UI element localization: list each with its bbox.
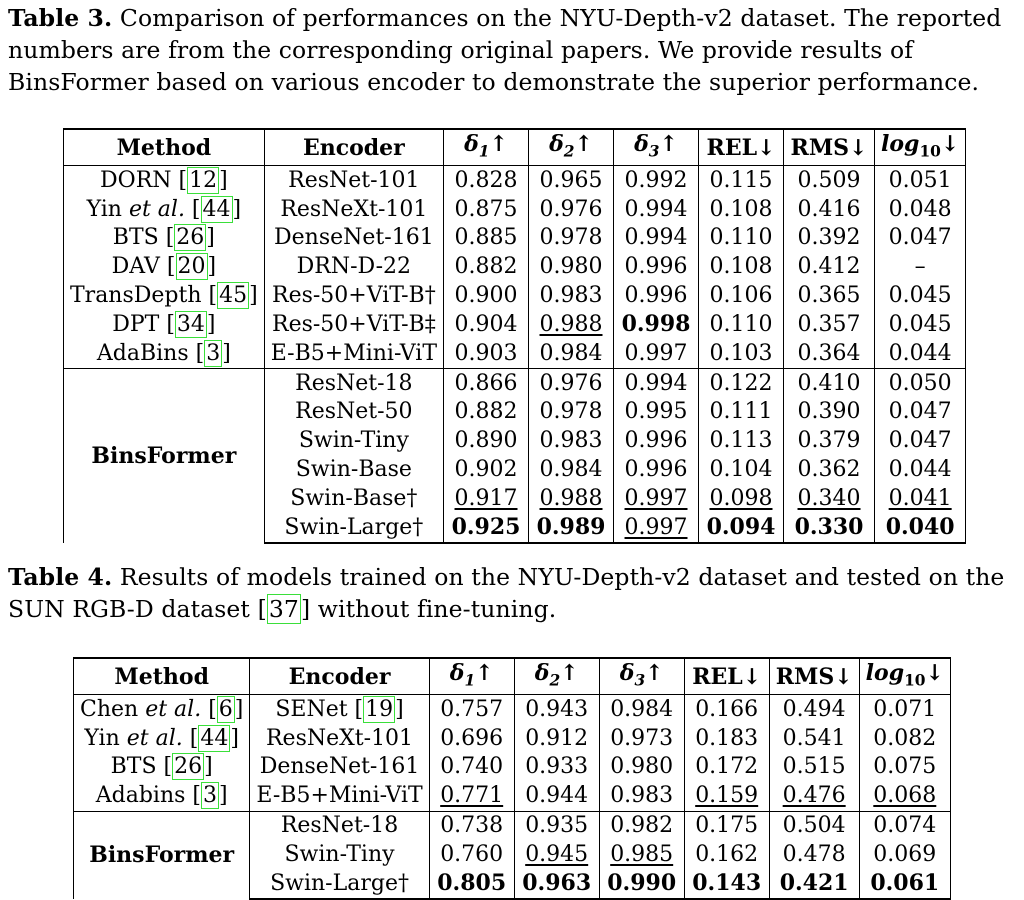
t4-value-b0-3 <box>684 811 769 840</box>
metric-value: 0.048 <box>888 196 952 222</box>
t4-value-0-3 <box>684 695 769 724</box>
encoder-name: SENet <box>275 696 348 722</box>
t4-value-2-1 <box>514 753 599 782</box>
t4-value-3-2 <box>599 782 684 811</box>
metric-value: 0.104 <box>709 456 773 482</box>
t4-bins-row <box>74 811 951 840</box>
encoder-name: DenseNet-161 <box>259 754 420 780</box>
metric-value: 0.045 <box>888 282 952 308</box>
metric-value: 0.041 <box>888 485 952 511</box>
method-et-al: et al. <box>126 725 183 751</box>
encoder-name: Swin-Tiny <box>298 428 409 454</box>
t3-header-log10: $\log_{10}↓$ <box>881 131 960 161</box>
table4-caption-label: Table 4. <box>8 563 113 591</box>
metric-value: 0.541 <box>782 725 846 751</box>
t4-header-4 <box>599 658 684 695</box>
metric-value: 0.990 <box>607 870 677 897</box>
t4-value-2-5 <box>859 753 950 782</box>
citation-link[interactable]: 44 <box>202 196 231 222</box>
t4-header-delta-3: $\delta_3↑$ <box>619 660 664 690</box>
metric-value: 0.978 <box>539 399 603 425</box>
metric-value: 0.904 <box>454 311 518 337</box>
method-name: DPT <box>112 311 160 337</box>
t4-value-b1-3 <box>684 840 769 869</box>
metric-value: 0.476 <box>782 783 846 809</box>
metric-value: 0.068 <box>873 783 937 809</box>
encoder-name: Res-50+ViT-B‡ <box>272 311 436 337</box>
metric-value: 0.069 <box>873 841 937 867</box>
metric-value: 0.963 <box>522 870 592 897</box>
metric-value: 0.365 <box>797 282 861 308</box>
encoder-name: E-B5+Mini-ViT <box>270 340 438 366</box>
metric-value: 0.082 <box>873 725 937 751</box>
citation-link[interactable]: 3 <box>203 783 218 809</box>
t4-value-b0-2 <box>599 811 684 840</box>
metric-value: 0.882 <box>454 254 518 280</box>
metric-value: 0.885 <box>454 225 518 251</box>
metric-value: 0.994 <box>624 196 688 222</box>
t4-value-b0-5 <box>859 811 950 840</box>
t4-encoder-b2 <box>250 869 429 899</box>
metric-value: 0.997 <box>624 514 688 540</box>
t4-encoder-1 <box>250 724 429 753</box>
t4-binsformer-label: BinsFormer <box>74 811 250 899</box>
metric-value: 0.478 <box>782 841 846 867</box>
t3-method-0: DORN [12] <box>64 166 265 195</box>
metric-value: 0.071 <box>873 696 937 722</box>
metric-value: 0.980 <box>610 754 674 780</box>
metric-value: 0.044 <box>888 340 952 366</box>
t4-header-7 <box>859 658 950 695</box>
metric-value: 0.925 <box>451 514 521 541</box>
metric-value: 0.051 <box>888 167 952 193</box>
t4-value-2-4 <box>769 753 859 782</box>
metric-value: 0.983 <box>539 282 603 308</box>
t4-header-3 <box>514 658 599 695</box>
metric-value: 0.364 <box>797 340 861 366</box>
method-name: BTS <box>110 754 157 780</box>
citation-link[interactable]: 12 <box>189 167 218 193</box>
t4-method-0: Chen et al. [6] <box>74 695 250 724</box>
metric-value: 0.988 <box>539 485 603 511</box>
citation-link[interactable]: 34 <box>176 311 205 337</box>
metric-value: 0.984 <box>539 456 603 482</box>
metric-value: 0.412 <box>797 254 861 280</box>
metric-value: 0.509 <box>797 167 861 193</box>
t4-value-0-2 <box>599 695 684 724</box>
t4-value-b2-4 <box>769 869 859 899</box>
metric-value: 0.047 <box>888 428 952 454</box>
metric-value: 0.075 <box>873 754 937 780</box>
metric-value: 0.045 <box>888 311 952 337</box>
metric-value: 0.122 <box>709 370 773 396</box>
metric-value: 0.976 <box>539 196 603 222</box>
metric-value: 0.357 <box>797 311 861 337</box>
metric-value: 0.976 <box>539 370 603 396</box>
t4-value-3-1 <box>514 782 599 811</box>
t4-header-1: Encoder <box>250 658 429 695</box>
t4-value-b0-4 <box>769 811 859 840</box>
t4-value-1-2 <box>599 724 684 753</box>
metric-value: 0.983 <box>539 428 603 454</box>
t4-value-3-5 <box>859 782 950 811</box>
metric-value: 0.982 <box>610 812 674 838</box>
metric-value: 0.103 <box>709 340 773 366</box>
t4-encoder-0: SENet [19] <box>250 695 429 724</box>
t3-method-2: BTS [26] <box>64 224 265 253</box>
table3-caption-label: Table 3. <box>8 4 113 32</box>
t4-encoder-3 <box>250 782 429 811</box>
metric-value: – <box>914 254 926 280</box>
table4-caption: Table 4. Results of models trained on the NYU-Depth-v2 dataset and tested on the SUN RGB-D dataset [37] without fine-tuning. <box>8 563 1005 623</box>
metric-value: 0.040 <box>885 514 955 541</box>
method-name: Adabins <box>95 783 186 809</box>
metric-value: 0.115 <box>709 167 773 193</box>
metric-value: 0.050 <box>888 370 952 396</box>
metric-value: 0.113 <box>709 428 773 454</box>
citation-link[interactable]: 6 <box>218 696 233 722</box>
metric-value: 0.111 <box>709 399 773 425</box>
encoder-name: ResNet-101 <box>288 167 420 193</box>
metric-value: 0.989 <box>536 514 606 541</box>
citation-link[interactable]: 44 <box>200 725 229 751</box>
metric-value: 0.362 <box>797 456 861 482</box>
t4-value-b1-1 <box>514 840 599 869</box>
metric-value: 0.973 <box>610 725 674 751</box>
table4-header <box>74 658 951 695</box>
t4-value-b1-4 <box>769 840 859 869</box>
t3-header-5: REL↓ <box>699 129 784 166</box>
t4-value-3-3 <box>684 782 769 811</box>
metric-value: 0.390 <box>797 399 861 425</box>
metric-value: 0.183 <box>695 725 759 751</box>
t3-method-6: AdaBins [3] <box>64 339 265 368</box>
citation-link[interactable]: 26 <box>176 225 205 251</box>
metric-value: 0.890 <box>454 428 518 454</box>
metric-value: 0.108 <box>709 254 773 280</box>
t4-value-b1-2 <box>599 840 684 869</box>
t4-value-0-4 <box>769 695 859 724</box>
metric-value: 0.738 <box>440 812 504 838</box>
t4-value-b1-5 <box>859 840 950 869</box>
method-et-al: et al. <box>128 196 185 222</box>
metric-value: 0.988 <box>539 311 603 337</box>
metric-value: 0.379 <box>797 428 861 454</box>
metric-value: 0.757 <box>440 696 504 722</box>
metric-value: 0.110 <box>709 311 773 337</box>
t4-header-delta-2: $\delta_2↑$ <box>534 660 579 690</box>
method-name: TransDepth <box>70 282 202 308</box>
t4-header-0: Method <box>74 658 250 695</box>
encoder-name: Swin-Base† <box>290 485 418 511</box>
encoder-name: ResNeXt-101 <box>280 196 428 222</box>
t4-value-b2-0 <box>429 869 514 899</box>
metric-value: 0.416 <box>797 196 861 222</box>
metric-value: 0.175 <box>695 812 759 838</box>
metric-value: 0.696 <box>440 725 504 751</box>
metric-value: 0.996 <box>624 428 688 454</box>
metric-value: 0.172 <box>695 754 759 780</box>
metric-value: 0.875 <box>454 196 518 222</box>
method-et-al: et al. <box>145 696 202 722</box>
metric-value: 0.392 <box>797 225 861 251</box>
t3-header-6: RMS↓ <box>784 129 875 166</box>
t4-header-5: REL↓ <box>684 658 769 695</box>
t3-header-delta-3: $\delta_3↑$ <box>634 131 678 161</box>
t4-header-log10: $\log_{10}↓$ <box>865 660 944 690</box>
citation-link[interactable]: 19 <box>365 696 394 722</box>
encoder-name: ResNet-18 <box>280 812 399 838</box>
encoder-name: ResNet-18 <box>295 370 413 396</box>
metric-value: 0.159 <box>695 783 759 809</box>
citation-link[interactable]: 20 <box>177 254 206 280</box>
encoder-name: Res-50+ViT-B† <box>272 282 436 308</box>
metric-value: 0.980 <box>539 254 603 280</box>
method-name: DORN <box>100 167 172 193</box>
t4-value-3-0 <box>429 782 514 811</box>
metric-value: 0.978 <box>539 225 603 251</box>
t4-header-2 <box>429 658 514 695</box>
citation-link[interactable]: 26 <box>174 754 203 780</box>
t4-header-delta-1: $\delta_1↑$ <box>449 660 494 690</box>
metric-value: 0.061 <box>870 870 940 897</box>
t4-row <box>74 695 951 724</box>
method-name: DAV <box>111 254 160 280</box>
metric-value: 0.143 <box>692 870 762 897</box>
t4-value-b2-2 <box>599 869 684 899</box>
metric-value: 0.330 <box>794 514 864 541</box>
metric-value: 0.984 <box>610 696 674 722</box>
t4-value-b0-1 <box>514 811 599 840</box>
t4-encoder-b0 <box>250 811 429 840</box>
metric-value: 0.997 <box>624 485 688 511</box>
encoder-name: Swin-Base <box>295 456 412 482</box>
t4-value-2-3 <box>684 753 769 782</box>
t4-row <box>74 782 951 811</box>
table4-caption-text-b: without fine-tuning. <box>310 595 557 623</box>
encoder-name: DRN-D-22 <box>296 254 412 280</box>
metric-value: 0.094 <box>706 514 776 541</box>
metric-value: 0.771 <box>440 783 504 809</box>
t4-method-2: BTS [26] <box>74 753 250 782</box>
metric-value: 0.984 <box>539 340 603 366</box>
encoder-name: E-B5+Mini-ViT <box>256 783 423 809</box>
encoder-name: DenseNet-161 <box>274 225 434 251</box>
metric-value: 0.805 <box>437 870 507 897</box>
metric-value: 0.166 <box>695 696 759 722</box>
metric-value: 0.074 <box>873 812 937 838</box>
metric-value: 0.421 <box>779 870 849 897</box>
metric-value: 0.995 <box>624 399 688 425</box>
metric-value: 0.943 <box>525 696 589 722</box>
table4-caption-text-a: Results of models trained on the NYU-Depth-v2 dataset and tested on the SUN RGB-D dataset <box>8 563 1005 623</box>
encoder-name: Swin-Large† <box>284 514 424 540</box>
t3-header-0: Method <box>64 129 265 166</box>
metric-value: 0.994 <box>624 370 688 396</box>
metric-value: 0.900 <box>454 282 518 308</box>
encoder-name: ResNeXt-101 <box>265 725 414 751</box>
metric-value: 0.828 <box>454 167 518 193</box>
t4-method-3: Adabins [3] <box>74 782 250 811</box>
metric-value: 0.106 <box>709 282 773 308</box>
metric-value: 0.998 <box>621 311 691 338</box>
metric-value: 0.515 <box>782 754 846 780</box>
method-name: BTS <box>112 225 159 251</box>
metric-value: 0.760 <box>440 841 504 867</box>
metric-value: 0.044 <box>888 456 952 482</box>
t3-method-1: Yin et al. [44] <box>64 195 265 224</box>
metric-value: 0.992 <box>624 167 688 193</box>
metric-value: 0.494 <box>782 696 846 722</box>
t4-header-6: RMS↓ <box>769 658 859 695</box>
t4-value-1-1 <box>514 724 599 753</box>
method-name: Yin <box>86 196 122 222</box>
metric-value: 0.410 <box>797 370 861 396</box>
t4-value-b2-5 <box>859 869 950 899</box>
metric-value: 0.996 <box>624 282 688 308</box>
metric-value: 0.983 <box>610 783 674 809</box>
t3-binsformer-label: BinsFormer <box>64 369 265 543</box>
citation-link[interactable]: 3 <box>206 340 221 366</box>
encoder-name: Swin-Tiny <box>284 841 395 867</box>
t4-value-2-2 <box>599 753 684 782</box>
metric-value: 0.340 <box>797 485 861 511</box>
metric-value: 0.902 <box>454 456 518 482</box>
metric-value: 0.740 <box>440 754 504 780</box>
t4-row <box>74 753 951 782</box>
t4-encoder-b1 <box>250 840 429 869</box>
metric-value: 0.162 <box>695 841 759 867</box>
metric-value: 0.882 <box>454 399 518 425</box>
t4-encoder-2 <box>250 753 429 782</box>
encoder-name: ResNet-50 <box>295 399 413 425</box>
t4-method-1: Yin et al. [44] <box>74 724 250 753</box>
citation-link[interactable]: 45 <box>219 282 248 308</box>
t3-header-1: Encoder <box>264 129 443 166</box>
metric-value: 0.965 <box>539 167 603 193</box>
metric-value: 0.110 <box>709 225 773 251</box>
table4-caption-ref[interactable]: 37 <box>268 595 299 623</box>
t4-value-1-5 <box>859 724 950 753</box>
metric-value: 0.996 <box>624 456 688 482</box>
t4-value-1-4 <box>769 724 859 753</box>
t4-value-0-0 <box>429 695 514 724</box>
metric-value: 0.912 <box>525 725 589 751</box>
metric-value: 0.996 <box>624 254 688 280</box>
t3-method-3: DAV [20] <box>64 253 265 282</box>
t4-value-b0-0 <box>429 811 514 840</box>
t4-value-b1-0 <box>429 840 514 869</box>
metric-value: 0.994 <box>624 225 688 251</box>
metric-value: 0.945 <box>525 841 589 867</box>
t4-value-0-1 <box>514 695 599 724</box>
metric-value: 0.917 <box>454 485 518 511</box>
table4-binsformer-group <box>74 811 951 899</box>
method-name: Yin <box>84 725 120 751</box>
t4-value-1-3 <box>684 724 769 753</box>
t4-value-0-5 <box>859 695 950 724</box>
t4-value-3-4 <box>769 782 859 811</box>
t3-method-4: TransDepth [45] <box>64 282 265 311</box>
metric-value: 0.504 <box>782 812 846 838</box>
metric-value: 0.944 <box>525 783 589 809</box>
method-name: AdaBins <box>96 340 189 366</box>
t4-row <box>74 724 951 753</box>
t4-value-b2-1 <box>514 869 599 899</box>
t3-header-delta-1: $\delta_1↑$ <box>464 131 508 161</box>
metric-value: 0.935 <box>525 812 589 838</box>
metric-value: 0.108 <box>709 196 773 222</box>
t4-value-b2-3 <box>684 869 769 899</box>
metric-value: 0.098 <box>709 485 773 511</box>
table3-caption-text: Comparison of performances on the NYU-Depth-v2 dataset. The reported numbers are from the corresponding original papers. We provide results of BinsFormer based on various encoder to demonstrate the superior performance. <box>8 4 1002 96</box>
metric-value: 0.903 <box>454 340 518 366</box>
t3-header-delta-2: $\delta_2↑$ <box>549 131 593 161</box>
table4 <box>73 657 951 900</box>
encoder-name: Swin-Large† <box>270 870 409 896</box>
t3-method-5: DPT [34] <box>64 310 265 339</box>
metric-value: 0.866 <box>454 370 518 396</box>
metric-value: 0.997 <box>624 340 688 366</box>
metric-value: 0.933 <box>525 754 589 780</box>
t4-value-1-0 <box>429 724 514 753</box>
metric-value: 0.985 <box>610 841 674 867</box>
metric-value: 0.047 <box>888 399 952 425</box>
table4-body <box>74 695 951 811</box>
method-name: Chen <box>80 696 139 722</box>
metric-value: 0.047 <box>888 225 952 251</box>
t4-value-2-0 <box>429 753 514 782</box>
